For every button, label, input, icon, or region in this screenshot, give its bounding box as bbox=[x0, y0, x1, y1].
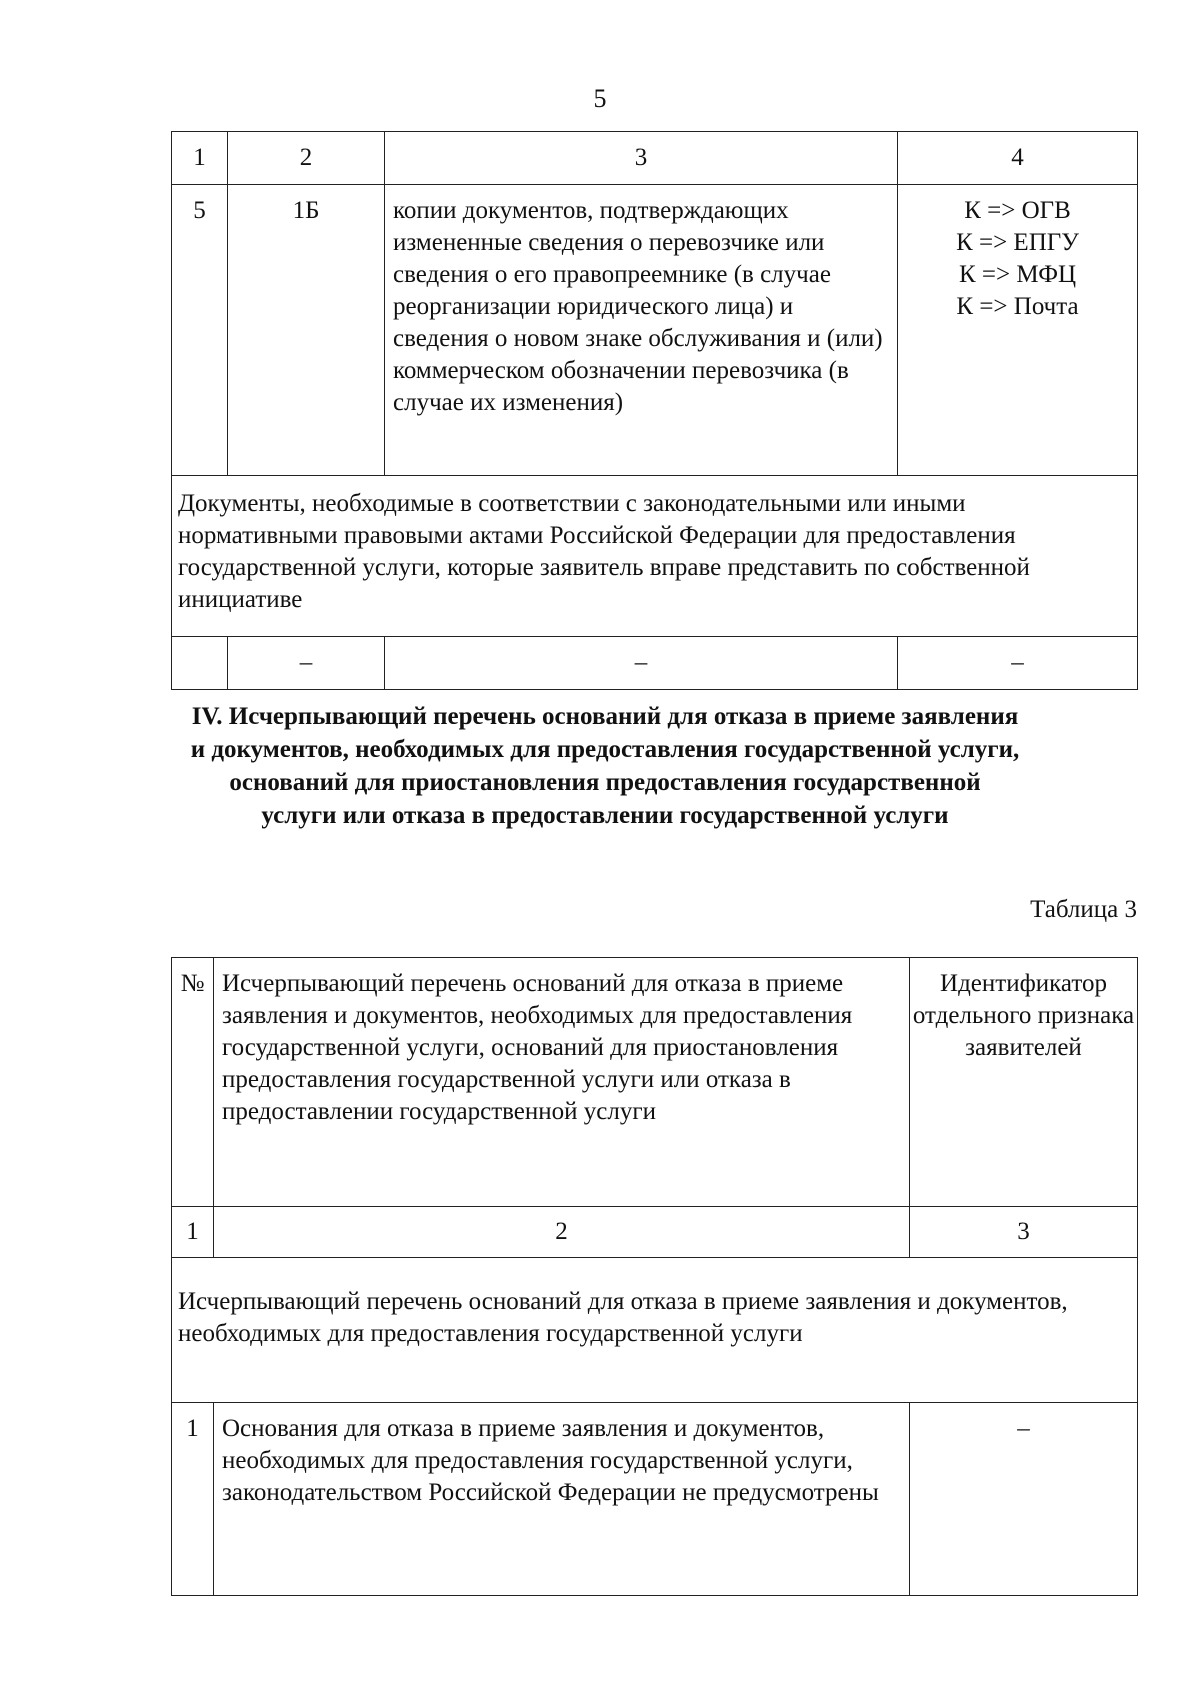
row-description: Основания для отказа в приеме заявления и документов, необходимых для предоставления государственной услуги, законодательством Российской Федерации не предусмотрены bbox=[214, 1403, 910, 1596]
dash-cell bbox=[172, 637, 228, 690]
documents-table bbox=[171, 131, 1138, 690]
column-number: 3 bbox=[910, 1207, 1138, 1258]
channel-item: К => Почта bbox=[956, 293, 1079, 320]
refusal-grounds-table bbox=[171, 957, 1138, 1596]
row-identifier: – bbox=[910, 1403, 1138, 1596]
channel-item: К => МФЦ bbox=[958, 261, 1077, 288]
header-cell: 2 bbox=[228, 132, 385, 185]
row-code: 1Б bbox=[228, 185, 385, 476]
column-number: 1 bbox=[172, 1207, 214, 1258]
channel-item: К => ЕПГУ bbox=[956, 229, 1079, 256]
channel-item: К => ОГВ bbox=[964, 197, 1071, 224]
table-label: Таблица 3 bbox=[1030, 896, 1137, 923]
header-identifier-cell: Идентификатор отдельного признака заявителей bbox=[910, 958, 1138, 1207]
row-number: 5 bbox=[172, 185, 228, 476]
header-description-cell: Исчерпывающий перечень оснований для отказа в приеме заявления и документов, необходимых для предоставления государственной услуги, оснований для приостановления предоставления государственной услуги или отказа в предоставлении государственной услуги bbox=[214, 958, 910, 1207]
header-cell: 4 bbox=[898, 132, 1138, 185]
table-row bbox=[172, 185, 1138, 476]
table-row bbox=[172, 1403, 1138, 1596]
row-description: копии документов, подтверждающих измененные сведения о перевозчике или сведения о его правопреемнике (в случае реорганизации юридического лица) и сведения о новом знаке обслуживания и (или) коммерческом обозначении перевозчика (в случае их изменения) bbox=[385, 185, 898, 476]
section-text: Исчерпывающий перечень оснований для отказа в приеме заявления и документов, необходимых для предоставления государственной услуги bbox=[172, 1258, 1138, 1403]
dash-row bbox=[172, 637, 1138, 690]
section-text: Документы, необходимые в соответствии с законодательными или иными нормативными правовыми актами Российской Федерации для предоставления государственной услуги, которые заявитель вправе представить по собственной инициативе bbox=[172, 476, 1138, 637]
dash-cell: – bbox=[898, 637, 1138, 690]
section-row bbox=[172, 1258, 1138, 1403]
dash-cell: – bbox=[228, 637, 385, 690]
section-row bbox=[172, 476, 1138, 637]
header-cell: 1 bbox=[172, 132, 228, 185]
row-number: 1 bbox=[172, 1403, 214, 1596]
section-heading: IV. Исчерпывающий перечень оснований для отказа в приеме заявления и документов, необходимых для предоставления государственной услуги, оснований для приостановления предоставления государственной услуги или отказа в предоставлении государственной услуги bbox=[190, 703, 1020, 829]
column-numbering-row bbox=[172, 1207, 1138, 1258]
page-number: 5 bbox=[593, 84, 607, 113]
table-header-row bbox=[172, 132, 1138, 185]
dash-cell: – bbox=[385, 637, 898, 690]
row-channels bbox=[898, 185, 1138, 476]
header-number-cell: № bbox=[172, 958, 214, 1207]
header-cell: 3 bbox=[385, 132, 898, 185]
table-header-row bbox=[172, 958, 1138, 1207]
column-number: 2 bbox=[214, 1207, 910, 1258]
